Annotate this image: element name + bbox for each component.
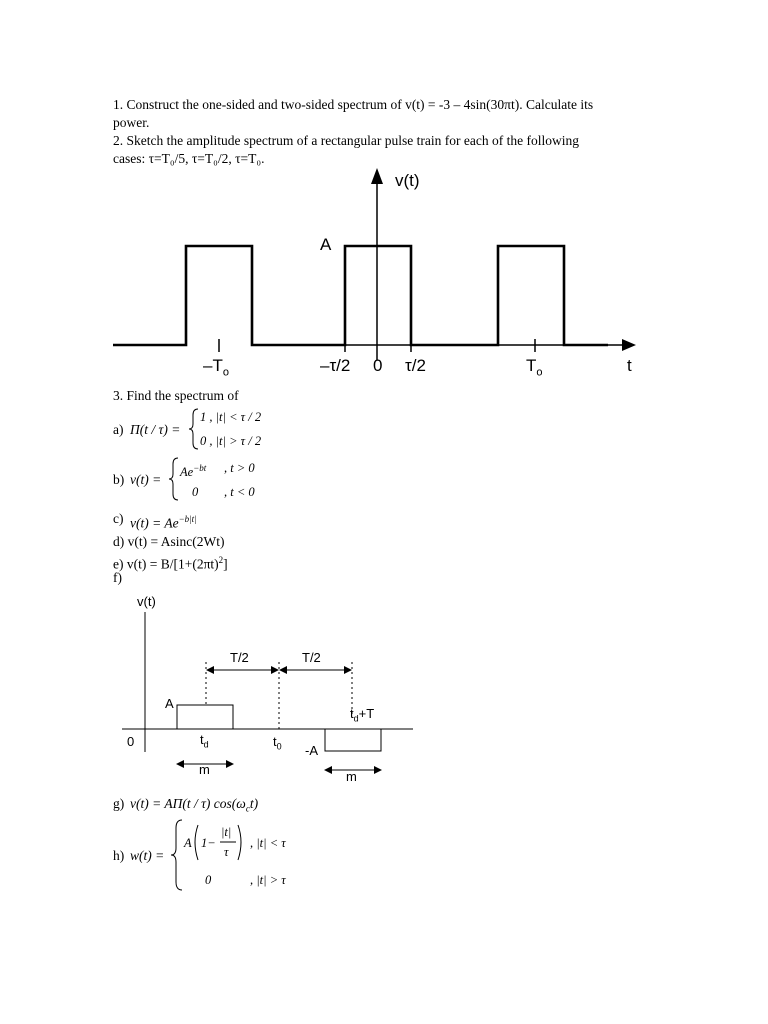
part-b-lhs: v(t) = (130, 472, 162, 487)
part-h-case-2: 0 (205, 873, 212, 887)
part-c-label: c) (113, 511, 124, 526)
fig2-m-1: m (199, 762, 210, 777)
fig2-half-period-2: T/2 (302, 650, 321, 665)
part-h-label: h) (113, 848, 125, 863)
fig1-v-label: v(t) (395, 171, 420, 190)
part-f-label: f) (113, 570, 122, 585)
part-h-one-minus: 1− (201, 836, 216, 850)
fig1-tick-pos-half-tau: τ/2 (405, 356, 426, 375)
problem-1-line-1: 1. Construct the one-sided and two-sided spectrum of v(t) = -3 – 4sin(30πt). Calculate its (113, 97, 594, 112)
part-c-expr: $v(t) = Ae^{-b|t|}$ (130, 514, 197, 531)
part-b-case-2: 0 (192, 485, 199, 499)
part-h-numerator: |t| (221, 825, 232, 839)
fig1-tick-neg-half-tau: –τ/2 (320, 356, 351, 375)
fig1-amplitude-label: A (320, 235, 332, 254)
part-a-case-2: 0 , |t| > τ / 2 (200, 434, 262, 448)
fig1-tick-T: $T_o$ (526, 356, 543, 379)
problem-1-line-2: power. (113, 115, 150, 130)
part-b-label: b) (113, 472, 125, 487)
part-h-lhs: w(t) = (130, 848, 165, 863)
fig2-m-2: m (346, 769, 357, 784)
problem-2-line-1: 2. Sketch the amplitude spectrum of a rectangular pulse train for each of the following (113, 133, 579, 148)
part-e-line: e) $v(t) = B/[1+(2\pi t)^2]$ (113, 555, 228, 572)
part-b-case-1-cond: , t > 0 (224, 461, 255, 475)
part-b-case-1: $Ae^{-bt}$ (180, 463, 207, 480)
part-g-expr: v(t) = AΠ(t / τ) $\cos(\omega_ct)$ (130, 796, 259, 814)
fig1-tick-zero: 0 (373, 356, 383, 375)
fig2-t0: $t_0$ (273, 734, 282, 752)
problem-2-line-2: cases: τ=T₀/5, τ=T₀/2, τ=T₀. (113, 151, 265, 166)
fig2-td: $t_d$ (200, 732, 209, 750)
part-d-line: d) v(t) = Asinc(2Wt) (113, 534, 225, 549)
fig2-half-period-1: T/2 (230, 650, 249, 665)
part-h-case-1-cond: , |t| < τ (250, 836, 286, 850)
problem-3-intro: 3. Find the spectrum of (113, 388, 239, 403)
part-g-label: g) (113, 796, 125, 811)
part-h-denominator: τ (224, 845, 229, 859)
part-h-A: A (184, 836, 192, 850)
part-b-case-2-cond: , t < 0 (224, 485, 255, 499)
fig1-t-label: t (627, 356, 632, 375)
part-a-label: a) (113, 422, 124, 437)
fig2-amplitude-pos: A (165, 696, 174, 711)
fig2-v-label: v(t) (137, 594, 156, 609)
fig2-td-plus-T: $t_d+T$ (350, 706, 375, 724)
part-a-case-1: 1 , |t| < τ / 2 (200, 410, 262, 424)
fig1-tick-neg-T: $-T_o$ (203, 356, 229, 379)
part-h-case-2-cond: , |t| > τ (250, 873, 286, 887)
part-a-lhs: Π(t / τ) = (130, 422, 181, 437)
fig2-amplitude-neg: -A (305, 743, 318, 758)
fig2-origin: 0 (127, 734, 135, 749)
